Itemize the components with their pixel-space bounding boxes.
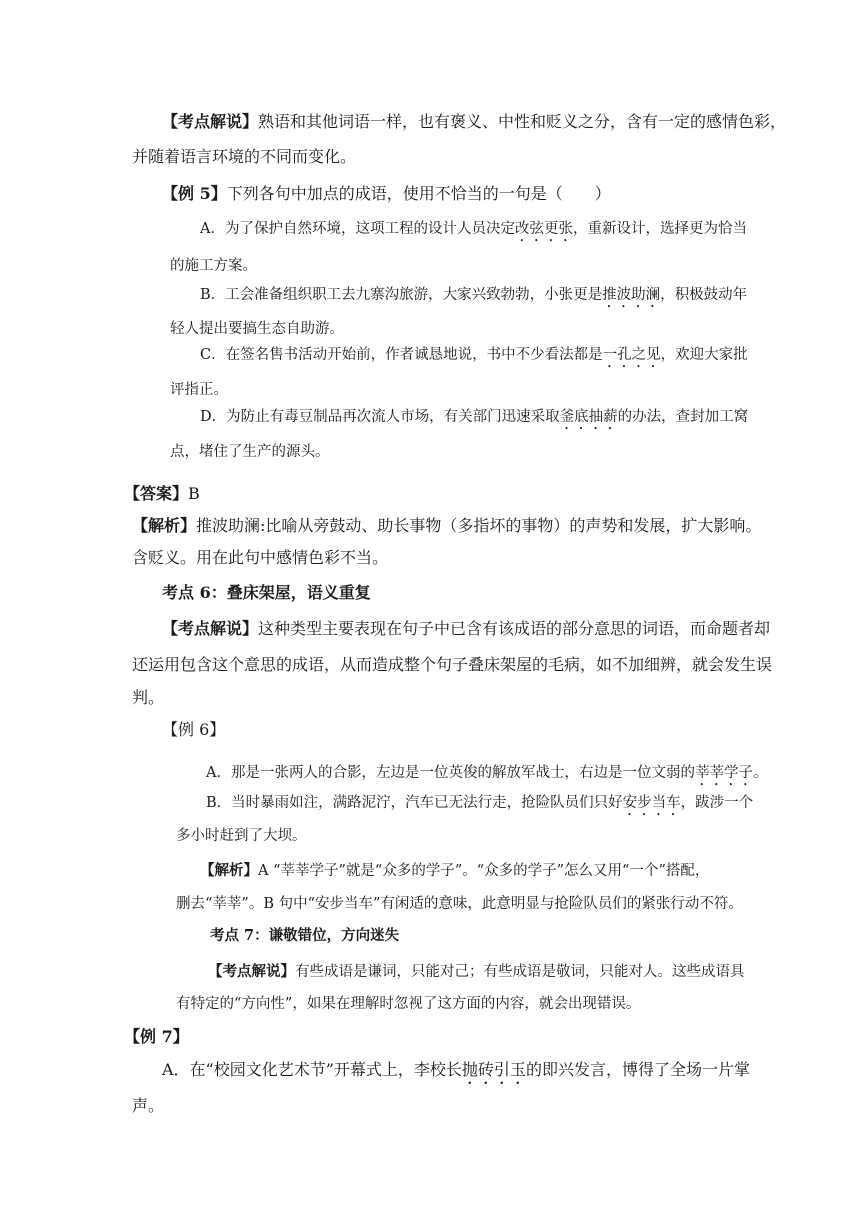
option-text: D．为防止有毒豆制品再次流人市场，有关部门迅速采取 — [200, 409, 560, 425]
dotted-idiom: 改弦更张 — [514, 221, 573, 237]
answer-tag: 【答案】 — [124, 484, 189, 503]
option-text: C．在签名售书活动开始前，作者诚恳地说，书中不少看法都是 — [200, 347, 603, 363]
explanation-text-cont: 有特定的“方向性”，如果在理解时忽视了这方面的内容，就会出现错误。 — [176, 996, 641, 1012]
option-b — [206, 793, 753, 819]
section-7-heading: 考点 7：谦敬错位，方向迷失 — [210, 927, 400, 944]
option-c-cont: 评指正。 — [170, 382, 228, 398]
analysis-tag: 【解析】 — [132, 516, 197, 535]
option-a — [206, 763, 767, 789]
explanation-text: 熟语和其他词语一样，也有褒义、中性和贬义之分，含有一定的感情色彩， — [258, 112, 787, 131]
analysis-text: 推波助澜:比喻从旁鼓动、助长事物（多指坏的事物）的声势和发展，扩大影响。 — [196, 516, 762, 535]
option-c — [200, 345, 748, 371]
option-a-cont: 声。 — [132, 1096, 165, 1115]
explanation-text: 有些成语是谦词，只能对己；有些成语是敬词，只能对人。这些成语具 — [295, 964, 745, 980]
option-text: A．那是一张两人的合影，左边是一位英俊的解放军战士，右边是一位文弱的 — [206, 765, 695, 781]
answer-value: B — [188, 484, 200, 503]
example-6-label: 【例 6】 — [162, 720, 226, 739]
option-text: ，重新设计，选择更为恰当 — [572, 221, 747, 237]
analysis-text: A “莘莘学子”就是“众多的学子”。“众多的学子”怎么又用“一个”搭配， — [258, 863, 710, 879]
option-d-cont: 点，堵住了生产的源头。 — [170, 444, 330, 460]
option-text: A．在“校园文化艺术节”开幕式上，李校长 — [162, 1060, 462, 1079]
option-d — [200, 407, 748, 433]
explanation-tag: 【考点解说】 — [162, 112, 259, 131]
analysis-tag: 【解析】 — [200, 862, 258, 879]
option-text: A．为了保护自然环境，这项工程的设计人员决定 — [200, 221, 515, 237]
option-b — [200, 285, 747, 311]
option-text: ，欢迎大家批 — [660, 347, 748, 363]
dotted-idiom: 抛砖引玉 — [461, 1060, 526, 1079]
explanation-text-cont: 并随着语言环境的不同而变化。 — [132, 147, 357, 166]
option-text: 的办法，查封加工窝 — [617, 409, 749, 425]
dotted-idiom: 莘莘学子 — [694, 765, 753, 781]
explanation-tag: 【考点解说】 — [208, 963, 295, 980]
explanation-paragraph — [162, 112, 786, 132]
dotted-idiom: 安步当车 — [622, 795, 681, 811]
section-6-heading: 考点 6：叠床架屋，语义重复 — [162, 583, 371, 602]
option-text: 的即兴发言，博得了全场一片掌 — [525, 1060, 750, 1079]
explanation-text-cont: 还运用包含这个意思的成语，从而造成整个句子叠床架屋的毛病，如不加细辨，就会发生误 — [132, 655, 773, 674]
dotted-idiom: 釜底抽薪 — [559, 409, 618, 425]
example-5-question — [162, 184, 611, 204]
example-7-label: 【例 7】 — [124, 1027, 189, 1046]
analysis-paragraph — [132, 516, 761, 536]
explanation-paragraph — [208, 962, 745, 982]
explanation-paragraph — [162, 619, 770, 639]
explanation-tag: 【考点解说】 — [162, 619, 259, 638]
option-a — [162, 1060, 750, 1088]
analysis-paragraph — [200, 861, 709, 881]
explanation-text-cont: 判。 — [132, 688, 165, 707]
explanation-text: 这种类型主要表现在句子中已含有该成语的部分意思的词语，而命题者却 — [258, 619, 771, 638]
answer-line — [124, 484, 200, 504]
option-a — [200, 219, 747, 245]
dotted-idiom: 一孔之见 — [602, 347, 661, 363]
dotted-idiom: 推波助澜 — [602, 287, 661, 303]
analysis-text-cont: 含贬义。用在此句中感情色彩不当。 — [132, 548, 389, 567]
example-question: 下列各句中加点的成语，使用不恰当的一句是（ ） — [226, 184, 611, 203]
example-tag: 【例 5】 — [162, 184, 227, 203]
option-text: B．当时暴雨如注，满路泥泞，汽车已无法行走，抢险队员们只好 — [206, 795, 623, 811]
option-a-cont: 的施工方案。 — [170, 258, 257, 274]
option-b-cont: 多小时赶到了大坝。 — [176, 828, 307, 844]
option-text: ，跋涉一个 — [680, 795, 754, 811]
option-b-cont: 轻人提出要搞生态自助游。 — [170, 321, 344, 337]
analysis-text-cont: 删去“莘莘”。B 句中“安步当车”有闲适的意味，此意明显与抢险队员们的紧张行动不符。 — [176, 896, 743, 912]
option-text: B．工会准备组织职工去九寨沟旅游，大家兴致勃勃，小张更是 — [200, 287, 603, 303]
option-text: 。 — [752, 765, 768, 781]
option-text: ，积极鼓动年 — [660, 287, 748, 303]
